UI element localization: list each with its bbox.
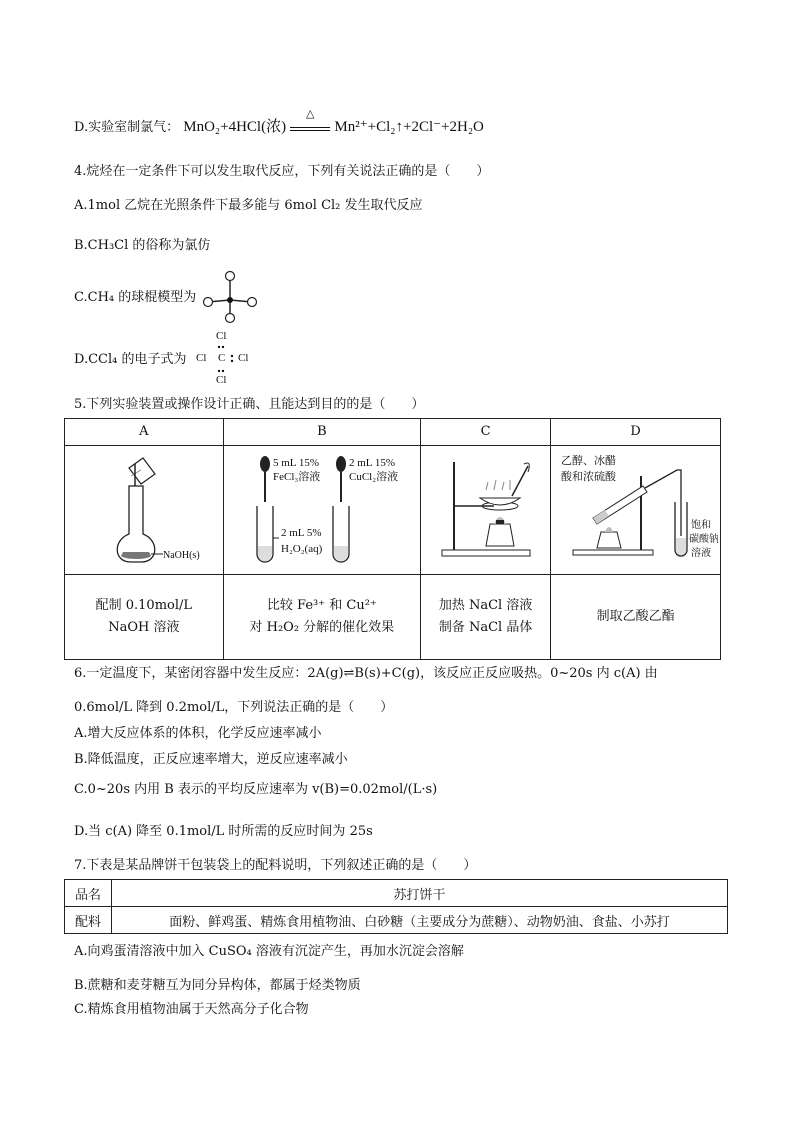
desc-a-line2: NaOH 溶液 <box>108 620 180 635</box>
ch4-ball-stick-model <box>200 270 270 326</box>
q7-option-b: B.蔗糖和麦芽糖互为同分异构体，都属于烃类物质 <box>74 978 361 993</box>
label-na2co3-3: 溶液 <box>691 548 712 559</box>
label-naoh-solid: NaOH(s) <box>162 550 200 561</box>
q3-option-d <box>74 107 484 138</box>
q6-option-a: A.增大反应体系的体积，化学反应速率减小 <box>74 726 322 741</box>
lewis-cl-top: Cl <box>216 330 227 342</box>
q3d-eq-right: Mn²⁺+Cl₂↑+2Cl⁻+2H₂O <box>334 119 484 135</box>
row-product-name-value: 苏打饼干 <box>112 880 728 907</box>
desc-b-line1: 比较 Fe³⁺ 和 Cu²⁺ <box>266 598 377 613</box>
q7-option-c: C.精炼食用植物油属于天然高分子化合物 <box>74 1002 309 1017</box>
desc-b-line2: 对 H₂O₂ 分解的催化效果 <box>249 620 395 635</box>
desc-d: 制取乙酸乙酯 <box>551 575 721 660</box>
label-h2o2: H₂O₂(aq) <box>280 543 323 555</box>
lewis-cl-right: Cl <box>238 352 249 364</box>
lewis-cl-left: Cl <box>196 352 207 364</box>
desc-b <box>223 575 420 660</box>
col-header-a: A <box>65 419 224 446</box>
label-cucl2: CuCl₂溶液 <box>348 471 398 483</box>
q6-option-d: D.当 c(A) 降至 0.1mol/L 时所需的反应时间为 25s <box>74 824 373 839</box>
q3d-equals-bar <box>290 127 330 131</box>
figure-b-catalysis <box>223 446 420 575</box>
q4-stem: 4.烷烃在一定条件下可以发生取代反应，下列有关说法正确的是（ ） <box>74 164 490 179</box>
desc-c <box>421 575 551 660</box>
label-fecl3-volume: 5 mL 15% <box>272 457 319 469</box>
q3d-arrow <box>290 107 330 131</box>
q6-stem-line2: 0.6mol/L 降到 0.2mol/L，下列说法正确的是（ ） <box>74 700 394 715</box>
figure-d-ethyl-acetate <box>551 446 721 575</box>
q5-stem: 5.下列实验装置或操作设计正确、且能达到目的的是（ ） <box>74 397 425 412</box>
col-header-b: B <box>223 419 420 446</box>
q4-option-b: B.CH₃Cl 的俗称为氯仿 <box>74 238 211 253</box>
q6-stem-line1: 6.一定温度下，某密闭容器中发生反应：2A(g)⇌B(s)+C(g)，该反应正反应吸热。0~20s 内 c(A) 由 <box>74 666 658 681</box>
q7-stem: 7.下表是某品牌饼干包装袋上的配料说明，下列叙述正确的是（ ） <box>74 858 477 873</box>
q3d-eq-left: MnO₂+4HCl(浓) <box>183 119 287 135</box>
label-fecl3: FeCl₃溶液 <box>272 471 321 483</box>
q3d-label: D.实验室制氯气： <box>74 120 180 135</box>
q4-option-d: D.CCl₄ 的电子式为 <box>74 352 187 367</box>
q3d-condition: △ <box>306 107 315 120</box>
q7-ingredient-table <box>64 879 728 934</box>
label-reagents-1: 乙醇、冰醋 <box>561 455 617 467</box>
q5-experiment-table <box>64 418 721 660</box>
lewis-cl-bottom: Cl <box>216 374 227 386</box>
label-h2o2-volume: 2 mL 5% <box>280 527 322 539</box>
desc-a <box>65 575 224 660</box>
label-reagents-2: 酸和浓硫酸 <box>561 471 617 483</box>
q7-option-a: A.向鸡蛋清溶液中加入 CuSO₄ 溶液有沉淀产生，再加水沉淀会溶解 <box>74 944 464 959</box>
desc-a-line1: 配制 0.10mol/L <box>95 598 193 613</box>
figure-a-volumetric-flask <box>65 446 224 575</box>
q4-option-a: A.1mol 乙烷在光照条件下最多能与 6mol Cl₂ 发生取代反应 <box>74 198 423 213</box>
q6-option-b: B.降低温度，正反应速率增大，逆反应速率减小 <box>74 752 348 767</box>
lewis-electron-dots <box>208 343 248 379</box>
figure-c-evaporation <box>421 446 551 575</box>
row-product-name-key: 品名 <box>65 880 112 907</box>
label-na2co3-1: 饱和 <box>691 520 712 531</box>
col-header-c: C <box>421 419 551 446</box>
label-cucl2-volume: 2 mL 15% <box>348 457 395 469</box>
row-ingredients-value: 面粉、鲜鸡蛋、精炼食用植物油、白砂糖（主要成分为蔗糖）、动物奶油、食盐、小苏打 <box>112 907 728 934</box>
lewis-c-center: C <box>218 352 226 364</box>
label-na2co3-2: 碳酸钠 <box>689 534 719 545</box>
col-header-d: D <box>551 419 721 446</box>
desc-c-line1: 加热 NaCl 溶液 <box>438 598 533 613</box>
desc-c-line2: 制备 NaCl 晶体 <box>438 620 533 635</box>
row-ingredients-key: 配料 <box>65 907 112 934</box>
q4-option-c: C.CH₄ 的球棍模型为 <box>74 290 197 305</box>
q6-option-c: C.0~20s 内用 B 表示的平均反应速率为 v(B)=0.02mol/(L·s) <box>74 782 438 797</box>
